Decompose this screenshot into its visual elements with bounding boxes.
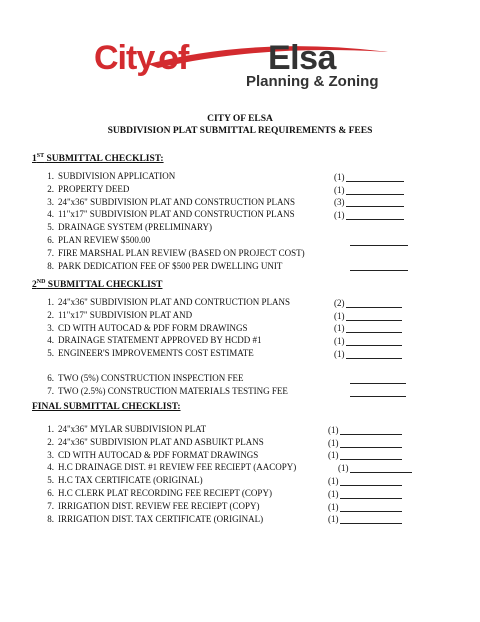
final-section-list <box>36 423 456 525</box>
list-item: 2. PROPERTY DEED (1) <box>36 183 456 196</box>
list-item: 5. H.C TAX CERTIFICATE (ORIGINAL) (1) <box>36 474 456 487</box>
fill-blank[interactable]: (1) <box>334 172 404 182</box>
fill-blank[interactable]: (1) <box>334 336 402 346</box>
fill-blank[interactable]: (1) <box>334 210 404 220</box>
list-item: 8. PARK DEDICATION FEE OF $500 PER DWELLING UNIT <box>36 260 456 273</box>
fill-blank[interactable] <box>350 236 408 246</box>
document-title: CITY OF ELSA <box>207 114 273 124</box>
list-item: 7. TWO (2.5%) CONSTRUCTION MATERIALS TESTING FEE <box>36 385 456 398</box>
list-item: 3. 24"x36" SUBDIVISION PLAT AND CONSTRUCTION PLANS (3) <box>36 196 456 209</box>
list-item: 4. DRAINAGE STATEMENT APPROVED BY HCDD #1 (1) <box>36 334 456 347</box>
fill-blank[interactable]: (3) <box>334 197 404 207</box>
list-item: 7. FIRE MARSHAL PLAN REVIEW (BASED ON PROJECT COST) <box>47 247 305 258</box>
fill-blank[interactable] <box>350 374 406 384</box>
fill-blank[interactable]: (1) <box>328 489 402 499</box>
list-item: 6. PLAN REVIEW $500.00 <box>36 234 456 247</box>
fill-blank[interactable]: (1) <box>328 502 402 512</box>
fill-blank[interactable]: (1) <box>328 450 402 460</box>
fill-blank[interactable] <box>350 387 406 397</box>
section-2-heading: 2ND SUBMITTAL CHECKLIST <box>32 279 163 291</box>
list-item: 5. DRAINAGE SYSTEM (PRELIMINARY) <box>47 222 213 233</box>
logo-city-text: City of <box>94 39 189 77</box>
fill-blank[interactable]: (1) <box>334 349 402 359</box>
logo-subtitle: Planning & Zoning <box>246 73 379 90</box>
section-2-list <box>36 296 456 398</box>
list-item: 1. 24"x36" MYLAR SUBDIVISION PLAT (1) <box>36 423 456 436</box>
list-item: 4. 11"x17" SUBDIVISION PLAT AND CONSTRUCTION PLANS (1) <box>36 208 456 221</box>
list-item: 4. H.C DRAINAGE DIST. #1 REVIEW FEE RECIEPT (AACOPY) (1) <box>36 461 456 474</box>
list-item: 3. CD WITH AUTOCAD & PDF FORM DRAWINGS (1) <box>36 322 456 335</box>
list-item: 2. 11"x17" SUBDIVISION PLAT AND (1) <box>36 309 456 322</box>
list-item: 6. TWO (5%) CONSTRUCTION INSPECTION FEE <box>36 372 456 385</box>
list-item: 8. IRRIGATION DIST. TAX CERTIFICATE (ORIGINAL) (1) <box>36 513 456 526</box>
list-item: 5. ENGINEER'S IMPROVEMENTS COST ESTIMATE (1) <box>36 347 456 360</box>
fill-blank[interactable]: (1) <box>334 311 402 321</box>
fill-blank[interactable]: (1) <box>328 425 402 435</box>
city-logo <box>88 34 398 98</box>
list-item: 6. H.C CLERK PLAT RECORDING FEE RECIEPT (COPY) (1) <box>36 487 456 500</box>
fill-blank[interactable]: (1) <box>338 463 412 473</box>
fill-blank[interactable]: (1) <box>328 438 402 448</box>
list-item: 3. CD WITH AUTOCAD & PDF FORMAT DRAWINGS (1) <box>36 449 456 462</box>
document-subtitle: SUBDIVISION PLAT SUBMITTAL REQUIREMENTS & FEES <box>107 126 373 136</box>
list-item: 7. IRRIGATION DIST. REVIEW FEE RECIEPT (COPY) (1) <box>36 500 456 513</box>
fill-blank[interactable]: (2) <box>334 298 402 308</box>
logo-elsa-text: Elsa <box>268 39 336 77</box>
fill-blank[interactable]: (1) <box>328 514 402 524</box>
fill-blank[interactable]: (1) <box>328 476 402 486</box>
fill-blank[interactable]: (1) <box>334 185 404 195</box>
section-1-heading: 1ST SUBMITTAL CHECKLIST: <box>32 153 164 165</box>
list-item: 2. 24"x36" SUBDIVISION PLAT AND ASBUIKT PLANS (1) <box>36 436 456 449</box>
fill-blank[interactable]: (1) <box>334 323 402 333</box>
final-section-heading: FINAL SUBMITTAL CHECKLIST: <box>32 402 181 412</box>
section-1-list <box>36 170 456 272</box>
list-item: 1. SUBDIVISION APPLICATION (1) <box>36 170 456 183</box>
fill-blank[interactable] <box>350 261 408 271</box>
list-item: 1. 24"x36" SUBDIVISION PLAT AND CONTRUCTION PLANS (2) <box>36 296 456 309</box>
